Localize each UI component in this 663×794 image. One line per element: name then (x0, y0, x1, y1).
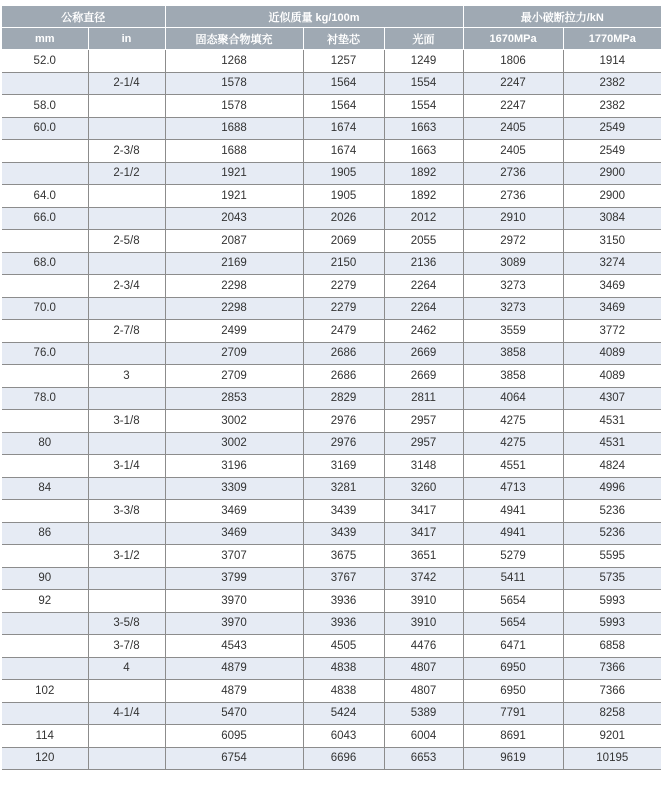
cell-in (88, 207, 165, 230)
cell-mm: 80 (2, 432, 88, 455)
cell-break-1670: 3559 (463, 320, 563, 343)
cell-break-1770: 5993 (563, 612, 661, 635)
cell-cushion-core-weight: 3675 (303, 545, 384, 568)
cell-cushion-core-weight: 2279 (303, 297, 384, 320)
cell-break-1770: 2900 (563, 162, 661, 185)
cell-plain-weight: 1554 (384, 72, 463, 95)
cell-break-1770: 5735 (563, 567, 661, 590)
cell-in: 2-3/8 (88, 140, 165, 163)
cell-solid-polymer-weight: 3309 (165, 477, 303, 500)
cell-break-1770: 10195 (563, 747, 661, 770)
cell-break-1770: 3084 (563, 207, 661, 230)
cell-break-1670: 5411 (463, 567, 563, 590)
cell-break-1670: 2405 (463, 117, 563, 140)
cell-mm (2, 320, 88, 343)
plain-column-header: 光面 (384, 28, 463, 50)
cell-break-1670: 2736 (463, 162, 563, 185)
cell-mm (2, 455, 88, 478)
cell-solid-polymer-weight: 2169 (165, 252, 303, 275)
table-row (2, 207, 661, 230)
cell-in (88, 185, 165, 208)
header-group-row (2, 6, 661, 28)
cell-solid-polymer-weight: 6095 (165, 725, 303, 748)
cell-break-1670: 7791 (463, 702, 563, 725)
cell-mm (2, 162, 88, 185)
table-row (2, 185, 661, 208)
cell-in (88, 747, 165, 770)
table-row (2, 432, 661, 455)
cell-solid-polymer-weight: 2709 (165, 342, 303, 365)
cell-break-1770: 4089 (563, 365, 661, 388)
table-row (2, 545, 661, 568)
cell-in (88, 432, 165, 455)
cell-break-1770: 3150 (563, 230, 661, 253)
cell-in: 3-5/8 (88, 612, 165, 635)
cell-plain-weight: 2264 (384, 297, 463, 320)
cell-break-1670: 4551 (463, 455, 563, 478)
table-row (2, 747, 661, 770)
cell-break-1670: 4713 (463, 477, 563, 500)
cell-break-1770: 3469 (563, 275, 661, 298)
cell-cushion-core-weight: 2026 (303, 207, 384, 230)
cell-solid-polymer-weight: 3469 (165, 500, 303, 523)
solid-polymer-column-header: 固态聚合物填充 (165, 28, 303, 50)
cell-plain-weight: 1663 (384, 140, 463, 163)
cell-plain-weight: 3910 (384, 612, 463, 635)
cell-cushion-core-weight: 1905 (303, 162, 384, 185)
cell-break-1770: 5236 (563, 500, 661, 523)
cell-solid-polymer-weight: 4543 (165, 635, 303, 658)
cell-break-1670: 6950 (463, 657, 563, 680)
cell-solid-polymer-weight: 3799 (165, 567, 303, 590)
cell-mm (2, 140, 88, 163)
cell-cushion-core-weight: 1564 (303, 95, 384, 118)
cell-in (88, 50, 165, 73)
cell-solid-polymer-weight: 1921 (165, 162, 303, 185)
cell-mm: 64.0 (2, 185, 88, 208)
cell-in: 3-7/8 (88, 635, 165, 658)
cell-plain-weight: 2669 (384, 365, 463, 388)
cell-in: 2-5/8 (88, 230, 165, 253)
cell-mm: 76.0 (2, 342, 88, 365)
cell-break-1670: 1806 (463, 50, 563, 73)
table-row (2, 50, 661, 73)
cell-cushion-core-weight: 3936 (303, 590, 384, 613)
cell-break-1670: 8691 (463, 725, 563, 748)
cell-cushion-core-weight: 1674 (303, 140, 384, 163)
cell-break-1670: 3858 (463, 365, 563, 388)
cell-solid-polymer-weight: 2853 (165, 387, 303, 410)
table-row (2, 410, 661, 433)
cell-in (88, 117, 165, 140)
table-row (2, 680, 661, 703)
cell-break-1770: 9201 (563, 725, 661, 748)
cell-plain-weight: 1249 (384, 50, 463, 73)
table-row (2, 567, 661, 590)
cell-plain-weight: 4807 (384, 657, 463, 680)
cell-break-1770: 4531 (563, 410, 661, 433)
cell-plain-weight: 1554 (384, 95, 463, 118)
cell-break-1670: 3089 (463, 252, 563, 275)
cell-plain-weight: 1892 (384, 162, 463, 185)
cell-break-1770: 4824 (563, 455, 661, 478)
cell-plain-weight: 6653 (384, 747, 463, 770)
cell-mm (2, 410, 88, 433)
cell-solid-polymer-weight: 1578 (165, 95, 303, 118)
cell-break-1670: 4275 (463, 432, 563, 455)
table-row (2, 162, 661, 185)
cell-plain-weight: 4476 (384, 635, 463, 658)
table-row (2, 702, 661, 725)
cell-mm: 102 (2, 680, 88, 703)
cell-break-1770: 5993 (563, 590, 661, 613)
cell-plain-weight: 3910 (384, 590, 463, 613)
cell-break-1670: 6471 (463, 635, 563, 658)
cell-mm: 86 (2, 522, 88, 545)
cell-plain-weight: 2811 (384, 387, 463, 410)
table-row (2, 657, 661, 680)
table-row (2, 387, 661, 410)
cell-plain-weight: 3651 (384, 545, 463, 568)
table-row (2, 275, 661, 298)
cell-in: 3 (88, 365, 165, 388)
cell-in (88, 522, 165, 545)
cell-mm: 66.0 (2, 207, 88, 230)
cell-break-1670: 5654 (463, 612, 563, 635)
cell-break-1770: 2549 (563, 117, 661, 140)
cell-break-1770: 3772 (563, 320, 661, 343)
cell-cushion-core-weight: 4838 (303, 657, 384, 680)
cell-mm (2, 72, 88, 95)
cell-mm: 120 (2, 747, 88, 770)
cell-break-1770: 1914 (563, 50, 661, 73)
cell-break-1670: 4941 (463, 500, 563, 523)
cell-plain-weight: 1892 (384, 185, 463, 208)
cell-break-1770: 5236 (563, 522, 661, 545)
cell-solid-polymer-weight: 3196 (165, 455, 303, 478)
cell-cushion-core-weight: 6696 (303, 747, 384, 770)
cell-break-1770: 7366 (563, 657, 661, 680)
mm-column-header: mm (2, 28, 88, 50)
cell-plain-weight: 5389 (384, 702, 463, 725)
cell-break-1670: 3858 (463, 342, 563, 365)
cell-break-1770: 4307 (563, 387, 661, 410)
table-body (2, 50, 661, 770)
cell-break-1770: 4996 (563, 477, 661, 500)
cell-in: 3-1/8 (88, 410, 165, 433)
cell-break-1670: 2736 (463, 185, 563, 208)
cell-cushion-core-weight: 2829 (303, 387, 384, 410)
cell-mm: 78.0 (2, 387, 88, 410)
cell-solid-polymer-weight: 3002 (165, 410, 303, 433)
cell-cushion-core-weight: 2279 (303, 275, 384, 298)
cell-break-1770: 6858 (563, 635, 661, 658)
cell-mm: 60.0 (2, 117, 88, 140)
cell-cushion-core-weight: 4505 (303, 635, 384, 658)
cell-cushion-core-weight: 4838 (303, 680, 384, 703)
table-row (2, 522, 661, 545)
cell-break-1670: 5654 (463, 590, 563, 613)
table-row (2, 140, 661, 163)
table-row (2, 590, 661, 613)
cell-in: 2-1/2 (88, 162, 165, 185)
cell-plain-weight: 1663 (384, 117, 463, 140)
cell-solid-polymer-weight: 1578 (165, 72, 303, 95)
cell-plain-weight: 6004 (384, 725, 463, 748)
cell-mm: 114 (2, 725, 88, 748)
cell-solid-polymer-weight: 2709 (165, 365, 303, 388)
cell-in: 3-3/8 (88, 500, 165, 523)
cell-plain-weight: 2136 (384, 252, 463, 275)
table-row (2, 230, 661, 253)
grade-1770-column-header: 1770MPa (563, 28, 661, 50)
cell-solid-polymer-weight: 3469 (165, 522, 303, 545)
cell-solid-polymer-weight: 2499 (165, 320, 303, 343)
cell-break-1770: 2382 (563, 72, 661, 95)
cell-in: 4 (88, 657, 165, 680)
cell-cushion-core-weight: 6043 (303, 725, 384, 748)
cell-plain-weight: 2669 (384, 342, 463, 365)
table-row (2, 455, 661, 478)
cell-break-1670: 2405 (463, 140, 563, 163)
cell-in: 3-1/4 (88, 455, 165, 478)
cell-mm (2, 612, 88, 635)
cell-mm (2, 500, 88, 523)
table-row (2, 252, 661, 275)
cell-break-1770: 4089 (563, 342, 661, 365)
cell-cushion-core-weight: 1905 (303, 185, 384, 208)
cell-mm: 92 (2, 590, 88, 613)
cell-mm (2, 365, 88, 388)
cell-in (88, 680, 165, 703)
cell-mm (2, 702, 88, 725)
cell-break-1670: 6950 (463, 680, 563, 703)
cell-plain-weight: 3417 (384, 500, 463, 523)
table-row (2, 477, 661, 500)
table-row (2, 342, 661, 365)
cell-in: 4-1/4 (88, 702, 165, 725)
cell-solid-polymer-weight: 3970 (165, 590, 303, 613)
cell-break-1670: 4941 (463, 522, 563, 545)
cell-cushion-core-weight: 3936 (303, 612, 384, 635)
table-row (2, 297, 661, 320)
cell-mm (2, 275, 88, 298)
cell-in: 3-1/2 (88, 545, 165, 568)
cell-mm: 90 (2, 567, 88, 590)
cell-solid-polymer-weight: 5470 (165, 702, 303, 725)
cell-in (88, 252, 165, 275)
cell-solid-polymer-weight: 2298 (165, 275, 303, 298)
cell-break-1670: 2247 (463, 72, 563, 95)
cell-in (88, 95, 165, 118)
cell-in: 2-1/4 (88, 72, 165, 95)
cell-solid-polymer-weight: 1688 (165, 140, 303, 163)
table-row (2, 95, 661, 118)
cell-in (88, 297, 165, 320)
grade-1670-column-header: 1670MPa (463, 28, 563, 50)
cell-in (88, 342, 165, 365)
cell-mm (2, 635, 88, 658)
table-row (2, 635, 661, 658)
nominal-diameter-header: 公称直径 (2, 6, 165, 28)
cell-break-1670: 2247 (463, 95, 563, 118)
cell-break-1770: 4531 (563, 432, 661, 455)
cell-break-1670: 2910 (463, 207, 563, 230)
table-row (2, 320, 661, 343)
cell-break-1770: 3274 (563, 252, 661, 275)
cell-mm: 52.0 (2, 50, 88, 73)
cell-in (88, 590, 165, 613)
cell-in (88, 477, 165, 500)
cell-cushion-core-weight: 1257 (303, 50, 384, 73)
cell-in: 2-3/4 (88, 275, 165, 298)
cell-cushion-core-weight: 2069 (303, 230, 384, 253)
cell-cushion-core-weight: 2976 (303, 432, 384, 455)
table-row (2, 500, 661, 523)
cell-solid-polymer-weight: 3970 (165, 612, 303, 635)
cell-break-1670: 3273 (463, 297, 563, 320)
cell-solid-polymer-weight: 1268 (165, 50, 303, 73)
header-column-row (2, 28, 661, 50)
cell-in: 2-7/8 (88, 320, 165, 343)
cell-mm (2, 230, 88, 253)
cell-break-1770: 7366 (563, 680, 661, 703)
cell-plain-weight: 2462 (384, 320, 463, 343)
cell-plain-weight: 3742 (384, 567, 463, 590)
cell-cushion-core-weight: 2686 (303, 365, 384, 388)
cell-break-1670: 5279 (463, 545, 563, 568)
cell-break-1670: 2972 (463, 230, 563, 253)
cell-solid-polymer-weight: 1688 (165, 117, 303, 140)
table-row (2, 365, 661, 388)
cushion-core-column-header: 衬垫芯 (303, 28, 384, 50)
cell-plain-weight: 3417 (384, 522, 463, 545)
cell-mm: 70.0 (2, 297, 88, 320)
cell-solid-polymer-weight: 2087 (165, 230, 303, 253)
cell-break-1770: 8258 (563, 702, 661, 725)
cell-plain-weight: 2957 (384, 432, 463, 455)
cell-mm (2, 545, 88, 568)
cell-cushion-core-weight: 3439 (303, 522, 384, 545)
cell-plain-weight: 3260 (384, 477, 463, 500)
cell-solid-polymer-weight: 6754 (165, 747, 303, 770)
cell-cushion-core-weight: 3439 (303, 500, 384, 523)
cell-solid-polymer-weight: 3707 (165, 545, 303, 568)
cell-solid-polymer-weight: 4879 (165, 657, 303, 680)
wire-rope-spec-table (2, 6, 661, 770)
cell-cushion-core-weight: 1564 (303, 72, 384, 95)
cell-break-1670: 4064 (463, 387, 563, 410)
cell-plain-weight: 2012 (384, 207, 463, 230)
cell-cushion-core-weight: 5424 (303, 702, 384, 725)
table-row (2, 117, 661, 140)
table-header (2, 6, 661, 50)
cell-solid-polymer-weight: 4879 (165, 680, 303, 703)
cell-in (88, 567, 165, 590)
cell-break-1670: 3273 (463, 275, 563, 298)
cell-break-1670: 9619 (463, 747, 563, 770)
cell-break-1770: 2549 (563, 140, 661, 163)
cell-break-1770: 2382 (563, 95, 661, 118)
cell-cushion-core-weight: 3281 (303, 477, 384, 500)
cell-mm: 68.0 (2, 252, 88, 275)
table-row (2, 72, 661, 95)
cell-in (88, 387, 165, 410)
cell-in (88, 725, 165, 748)
cell-mm (2, 657, 88, 680)
cell-solid-polymer-weight: 1921 (165, 185, 303, 208)
cell-cushion-core-weight: 2150 (303, 252, 384, 275)
table-row (2, 725, 661, 748)
cell-cushion-core-weight: 3767 (303, 567, 384, 590)
cell-solid-polymer-weight: 2043 (165, 207, 303, 230)
cell-plain-weight: 2264 (384, 275, 463, 298)
cell-break-1770: 2900 (563, 185, 661, 208)
cell-cushion-core-weight: 2479 (303, 320, 384, 343)
in-column-header: in (88, 28, 165, 50)
cell-mm: 84 (2, 477, 88, 500)
cell-break-1670: 4275 (463, 410, 563, 433)
cell-cushion-core-weight: 2976 (303, 410, 384, 433)
table-row (2, 612, 661, 635)
cell-cushion-core-weight: 3169 (303, 455, 384, 478)
cell-plain-weight: 4807 (384, 680, 463, 703)
cell-plain-weight: 3148 (384, 455, 463, 478)
cell-break-1770: 3469 (563, 297, 661, 320)
cell-mm: 58.0 (2, 95, 88, 118)
cell-solid-polymer-weight: 3002 (165, 432, 303, 455)
cell-plain-weight: 2055 (384, 230, 463, 253)
cell-cushion-core-weight: 2686 (303, 342, 384, 365)
approx-weight-header: 近似质量 kg/100m (165, 6, 463, 28)
cell-plain-weight: 2957 (384, 410, 463, 433)
cell-break-1770: 5595 (563, 545, 661, 568)
cell-cushion-core-weight: 1674 (303, 117, 384, 140)
cell-solid-polymer-weight: 2298 (165, 297, 303, 320)
min-breaking-force-header: 最小破断拉力/kN (463, 6, 661, 28)
